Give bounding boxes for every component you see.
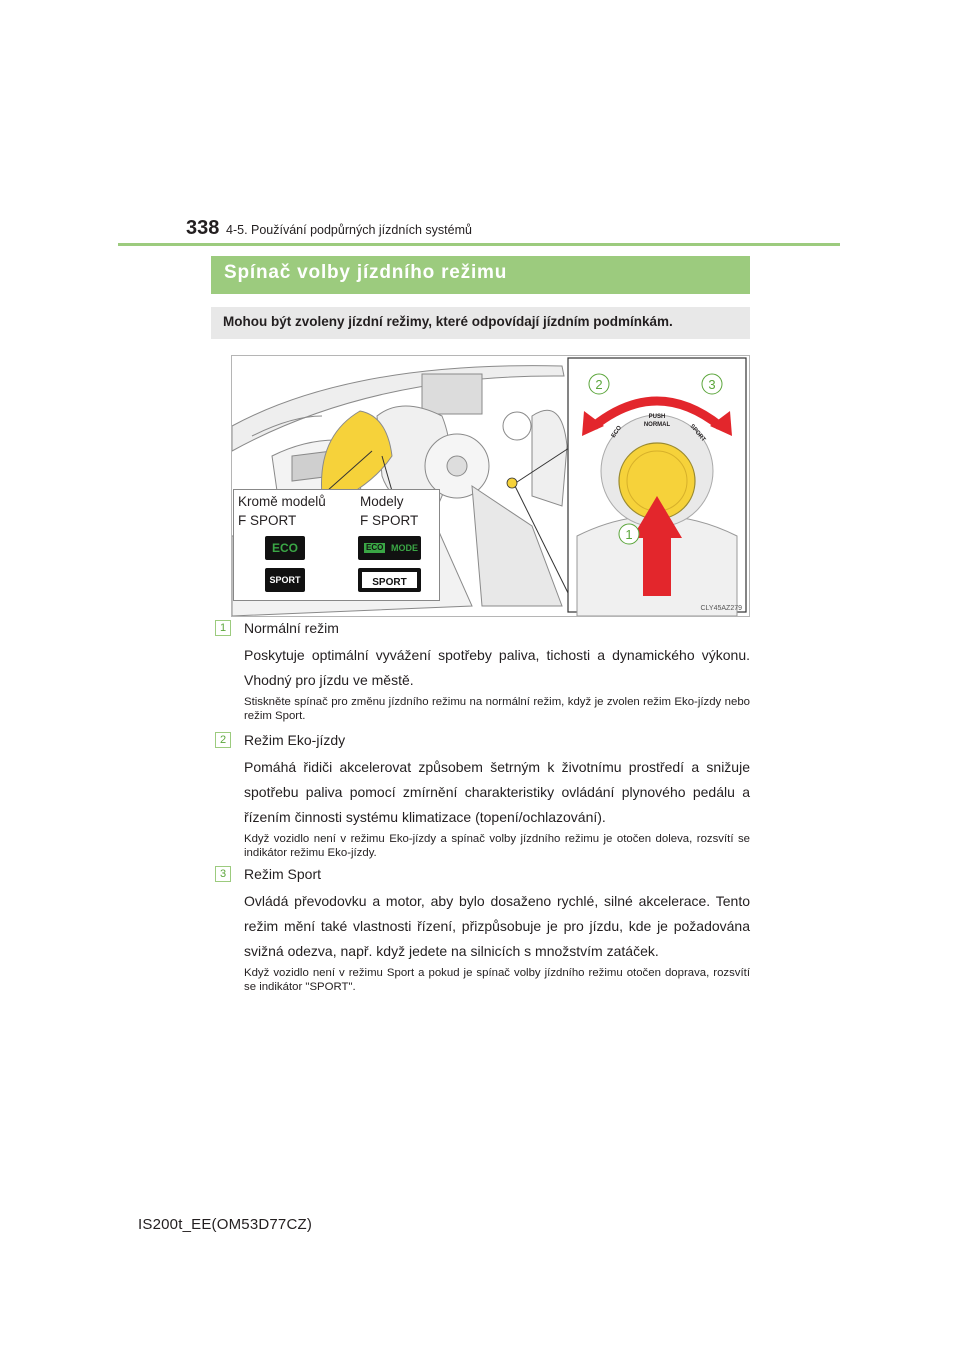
figure-driving-mode-switch	[231, 355, 750, 617]
push-arrow-shaft	[643, 534, 671, 596]
eco-indicator-label: ECO	[271, 541, 298, 555]
item-2-title: Režim Eko-jízdy	[244, 732, 346, 748]
inset-col2-line2: F SPORT	[360, 513, 419, 528]
sport-indicator-right-frame	[362, 572, 417, 588]
item-3-note: Když vozidlo není v režimu Sport a pokud je spínač volby jízdního režimu otočen doprava, rozsvítí se indikátor "SPORT".	[244, 967, 750, 993]
callout-1: 1	[625, 527, 633, 542]
item-3-title: Režim Sport	[244, 866, 322, 882]
inset-col2-line1: Modely	[360, 494, 404, 509]
dial-label-sport: SPORT	[688, 423, 707, 444]
item-1-text: Poskytuje optimální vyvážení spotřeby paliva, tichosti a dynamického výkonu. Vhodný pro jízdu ve městě.	[244, 647, 750, 688]
header-rule	[118, 243, 840, 246]
sport-indicator-right-label: SPORT	[372, 577, 407, 588]
eco-mode-badge: ECO	[366, 543, 384, 552]
inset-col1-line2: F SPORT	[238, 513, 297, 528]
dial-label-push: PUSH	[648, 414, 666, 420]
dial-label-normal: NORMAL	[643, 422, 671, 428]
page-number: 338	[186, 217, 220, 239]
item-1-note: Stiskněte spínač pro změnu jízdního režimu na normální režim, když je zvolen režim Eko-jízdy nebo režim Sport.	[244, 696, 750, 722]
callout-3: 3	[708, 377, 716, 392]
item-1-number: 1	[215, 620, 231, 636]
indicator-inset	[233, 489, 440, 601]
eco-indicator	[265, 536, 305, 560]
item-2-note: Když vozidlo není v režimu Eko-jízdy a spínač volby jízdního režimu je otočen doleva, rozsvítí se indikátor režimu Eko-jízdy.	[244, 833, 750, 859]
eco-mode-indicator	[358, 536, 421, 560]
figure-code: CLY45AZ279	[700, 605, 742, 612]
item-2-number: 2	[215, 732, 231, 748]
item-3-number: 3	[215, 866, 231, 882]
inset-col1-line1: Kromě modelů	[238, 494, 326, 509]
item-2-text: Pomáhá řidiči akcelerovat způsobem šetrným k životnímu prostředí a snižuje spotřebu paliva pomocí zmírnění charakteristiky ovládání plynového pedálu a řízením činnosti systému klimatizace (topení/ochlazování).	[244, 759, 750, 825]
intro-text: Mohou být zvoleny jízdní režimy, které odpovídají jízdním podmínkám.	[223, 314, 673, 329]
callout-2: 2	[595, 377, 603, 392]
sport-indicator-right	[358, 568, 421, 592]
item-3-text: Ovládá převodovku a motor, aby bylo dosaženo rychlé, silné akcelerace. Tento režim mění také vlastnosti řízení, přizpůsobuje je pro jízdu, kde je požadována svižná odezva, např. když jedete na silnicích s množstvím zatáček.	[244, 893, 750, 959]
sport-indicator-left-label: SPORT	[269, 575, 301, 585]
switch-location-dot	[507, 478, 517, 488]
section-title: Spínač volby jízdního režimu	[224, 262, 508, 283]
dial-label-eco: ECO	[610, 425, 624, 440]
eco-mode-label: MODE	[391, 543, 418, 553]
footer-document-code: IS200t_EE(OM53D77CZ)	[138, 1216, 313, 1233]
chapter-title: 4-5. Používání podpůrných jízdních systémů	[226, 223, 472, 237]
item-1-title: Normální režim	[244, 620, 339, 636]
sport-indicator-left	[265, 568, 305, 592]
